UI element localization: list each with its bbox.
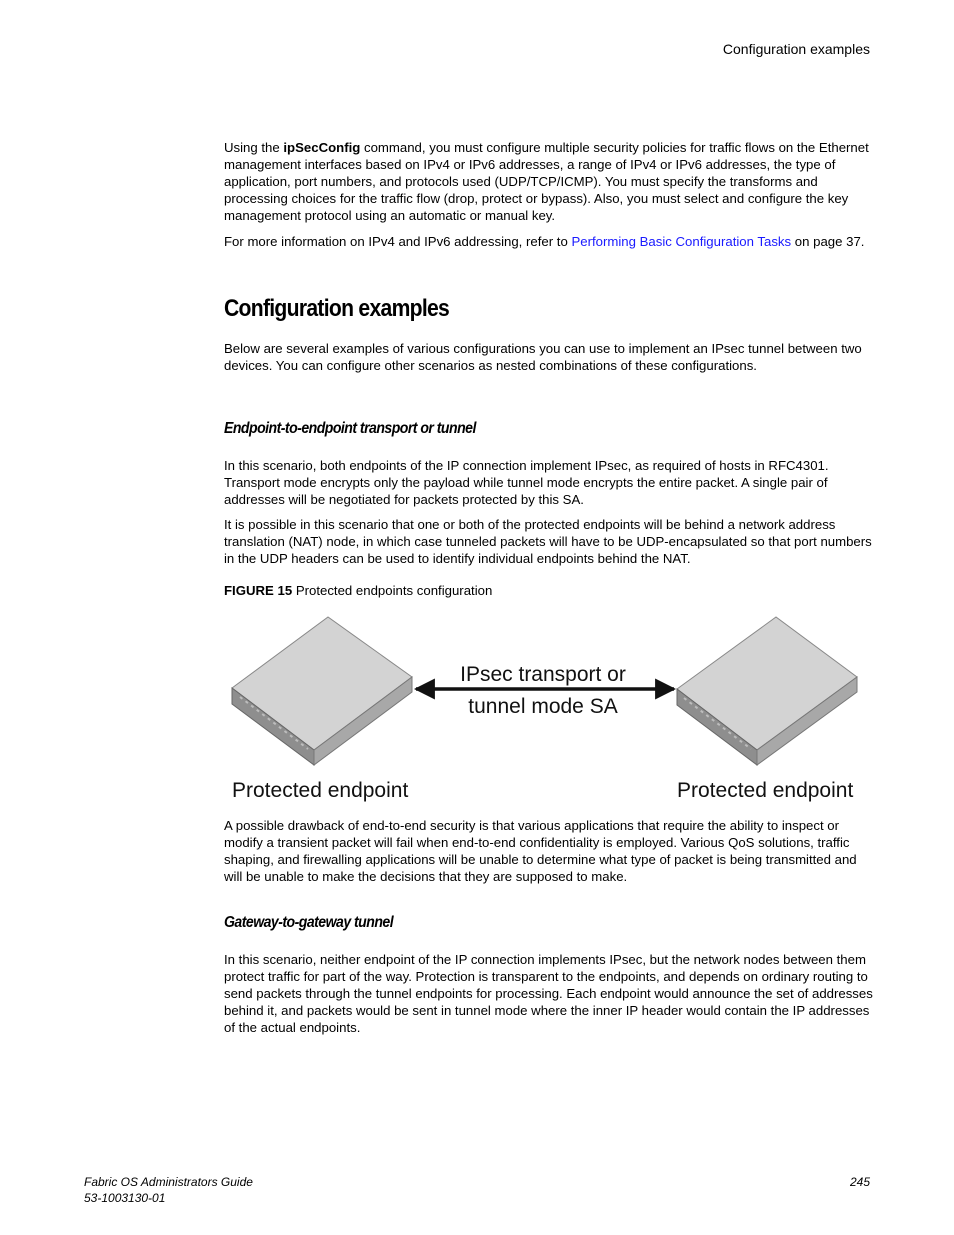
reference-paragraph — [224, 233, 874, 250]
subsection-heading-endpoint: Endpoint-to-endpoint transport or tunnel — [224, 420, 476, 437]
intro-text-rest: command, you must configure multiple security policies for traffic flows on the Ethernet management interfaces based on IPv4 or IPv6 addresses, a range of IPv4 or IPv6 addresses, the type of application, port numbers, and protocols used (UDP/TCP/ICMP). You must specify the transforms and processing choices for the traffic flow (drop, protect or bypass). Also, you must select and configure the key management protocol using an automatic or manual key. — [224, 140, 869, 223]
arrow-label-line-1: IPsec transport or — [460, 663, 626, 686]
left-endpoint-device-icon — [232, 617, 412, 765]
protected-endpoints-figure — [224, 610, 874, 810]
right-endpoint-device-icon — [677, 617, 857, 765]
footer-doc-title: Fabric OS Administrators Guide — [84, 1175, 253, 1189]
command-name: ipSecConfig — [283, 140, 361, 155]
figure-number: FIGURE 15 — [224, 583, 293, 598]
endpoint-paragraph-2: It is possible in this scenario that one or both of the protected endpoints will be behind a network address translation (NAT) node, in which case tunneled packets will have to be UDP-encapsulated so that port numbers in the UDP headers can be used to identify individual endpoints behind the NAT. — [224, 517, 872, 566]
reference-text-start: For more information on IPv4 and IPv6 addressing, refer to — [224, 234, 572, 249]
gateway-paragraph: In this scenario, neither endpoint of the IP connection implements IPsec, but the network nodes between them protect traffic for part of the way. Protection is transparent to the endpoints, and depends on ordinary routing to send packets through the tunnel endpoints for processing. Each endpoint would announce the set of addresses behind it, and packets would be sent in tunnel mode where the inner IP header would contain the IP addresses of the actual endpoints. — [224, 952, 873, 1035]
section-intro-paragraph: Below are several examples of various configurations you can use to implement an IPsec tunnel between two devices. You can configure other scenarios as nested combinations of these configurations. — [224, 341, 862, 373]
intro-paragraph — [224, 139, 874, 224]
reference-text-end: on page 37. — [791, 234, 865, 249]
right-device-label: Protected endpoint — [677, 779, 854, 802]
figure-caption — [224, 583, 492, 598]
drawback-paragraph: A possible drawback of end-to-end security is that various applications that require the ability to inspect or modify a transient packet will fail when end-to-end confidentiality is employed. Various QoS solutions, traffic shaping, and firewalling applications will be unable to determine what type of packet is being transmitted and will be unable to make the decisions that they are supposed to make. — [224, 818, 857, 884]
subsection-heading-gateway: Gateway-to-gateway tunnel — [224, 914, 394, 931]
cross-reference-link[interactable]: Performing Basic Configuration Tasks — [571, 234, 792, 249]
footer-page-number: 245 — [849, 1175, 870, 1189]
footer-left — [84, 1174, 253, 1206]
running-header: Configuration examples — [722, 41, 870, 57]
arrow-label-line-2: tunnel mode SA — [468, 695, 618, 718]
intro-text-start: Using the — [224, 140, 284, 155]
endpoint-paragraph-1: In this scenario, both endpoints of the IP connection implement IPsec, as required of hosts in RFC4301. Transport mode encrypts only the payload while tunnel mode encrypts the entire packet. A single pair of addresses will be negotiated for packets protected by this SA. — [224, 458, 829, 507]
footer-doc-number: 53-1003130-01 — [84, 1191, 166, 1205]
left-device-label: Protected endpoint — [232, 779, 409, 802]
figure-title: Protected endpoints configuration — [292, 583, 493, 598]
section-heading: Configuration examples — [224, 295, 450, 322]
